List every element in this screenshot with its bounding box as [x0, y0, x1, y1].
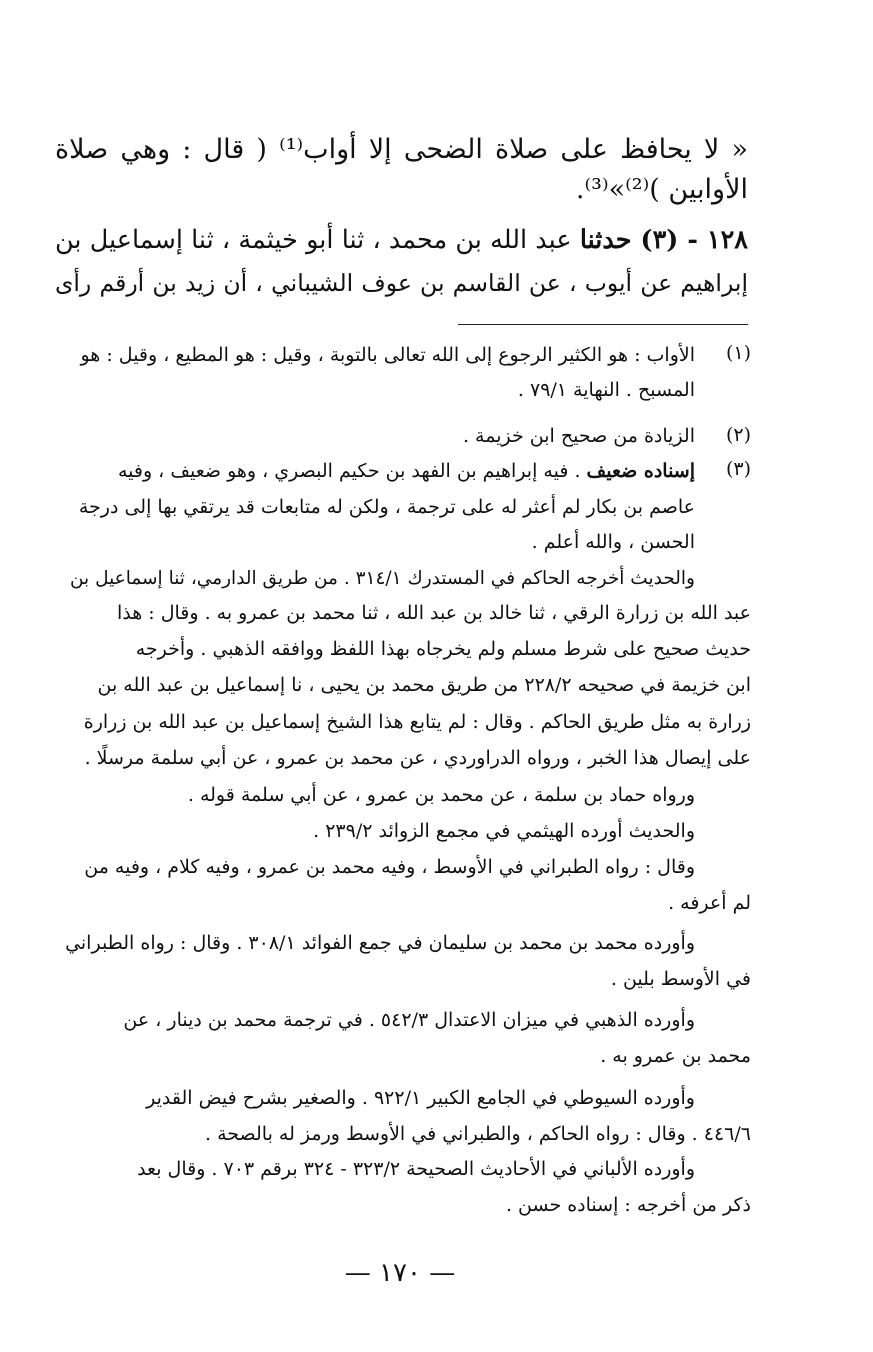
commentary-line-4: ابن خزيمة في صحيحه ٢٢٨/٢ من طريق محمد بن يحيى ، نا إسماعيل بن عبد الله بن: [97, 674, 751, 696]
commentary-line-8: والحديث أورده الهيثمي في مجمع الزوائد ٢٣٩/٢ .: [313, 820, 695, 842]
commentary-line-14: محمد بن عمرو به .: [600, 1045, 751, 1067]
main-text-line-1: « لا يحافظ على صلاة الضحى إلا أواب⁽¹⁾ ( قال : وهي صلاة: [55, 134, 748, 165]
commentary-line-17: وأورده الألباني في الأحاديث الصحيحة ٣٢٣/٢ - ٣٢٤ برقم ٧٠٣ . وقال بعد: [137, 1158, 695, 1180]
main-text-line-2: الأوابين )⁽²⁾»⁽³⁾.: [575, 174, 748, 205]
footnote-2-line-1: الزيادة من صحيح ابن خزيمة .: [462, 425, 695, 447]
commentary-line-11: وأورده محمد بن محمد بن سليمان في جمع الفوائد ٣٠٨/١ . وقال : رواه الطبراني: [65, 932, 695, 954]
commentary-line-6: على إيصال هذا الخبر ، ورواه الدراوردي ، عن محمد بن عمرو ، عن أبي سلمة مرسلًا .: [84, 747, 751, 769]
footnote-1-line-2: المسبح . النهاية ٧٩/١ .: [517, 379, 695, 401]
commentary-line-16: ٤٤٦/٦ . وقال : رواه الحاكم ، والطبراني في الأوسط ورمز له بالصحة .: [204, 1123, 751, 1145]
footnote-1-line-1: الأواب : هو الكثير الرجوع إلى الله تعالى بالتوبة ، وقيل : هو المطيع ، وقيل : هو: [80, 344, 695, 366]
commentary-line-1: والحديث أخرجه الحاكم في المستدرك ٣١٤/١ . من طريق الدارمي، ثنا إسماعيل بن: [69, 568, 695, 589]
footnote-marker-1: (١): [725, 342, 751, 364]
commentary-line-9: وقال : رواه الطبراني في الأوسط ، وفيه محمد بن عمرو ، وفيه كلام ، وفيه من: [84, 856, 695, 878]
isnad-verdict: إسناده ضعيف: [586, 460, 695, 482]
footnote-marker-2: (٢): [725, 424, 751, 446]
footnote-3-line-2: عاصم بن بكار لم أعثر له على ترجمة ، ولكن له متابعات قد يرتقي بها إلى درجة: [78, 496, 695, 518]
footnote-3-line-1-rest: . فيه إبراهيم بن الفهد بن حكيم البصري ، وهو ضعيف ، وفيه: [117, 460, 581, 482]
footnote-marker-3: (٣): [725, 458, 751, 480]
footnote-3-line-1: [55, 454, 695, 488]
commentary-line-7: ورواه حماد بن سلمة ، عن محمد بن عمرو ، عن أبي سلمة قوله .: [187, 784, 695, 806]
footnote-3-line-3: الحسن ، والله أعلم .: [531, 531, 695, 553]
hadith-number: ١٢٨ - (٣) حدثنا: [579, 225, 748, 255]
main-text-line-4: إبراهيم عن أيوب ، عن القاسم بن عوف الشيباني ، أن زيد بن أرقم رأى: [55, 269, 748, 297]
commentary-line-5: زرارة به مثل طريق الحاكم . وقال : لم يتابع هذا الشيخ إسماعيل بن عبد الله بن زرارة: [83, 711, 751, 733]
commentary-line-13: وأورده الذهبي في ميزان الاعتدال ٥٤٢/٣ . في ترجمة محمد بن دينار ، عن: [123, 1009, 695, 1031]
commentary-line-10: لم أعرفه .: [668, 892, 751, 914]
commentary-line-15: وأورده السيوطي في الجامع الكبير ٩٢٢/١ . والصغير بشرح فيض القدير: [146, 1087, 695, 1109]
commentary-line-2: عبد الله بن زرارة الرقي ، ثنا خالد بن عبد الله ، ثنا محمد بن عمرو به . وقال : هذا: [116, 602, 751, 624]
commentary-line-3: حديث صحيح على شرط مسلم ولم يخرجاه بهذا اللفظ ووافقه الذهبي . وأخرجه: [135, 638, 751, 660]
commentary-line-12: في الأوسط بلين .: [610, 968, 751, 990]
main-text-line-3-rest: عبد الله بن محمد ، ثنا أبو خيثمة ، ثنا إسماعيل بن: [55, 225, 572, 255]
page-number: — ١٧٠ —: [344, 1258, 456, 1288]
commentary-line-18: ذكر من أخرجه : إسناده حسن .: [505, 1194, 751, 1216]
footnote-separator: [458, 324, 748, 325]
